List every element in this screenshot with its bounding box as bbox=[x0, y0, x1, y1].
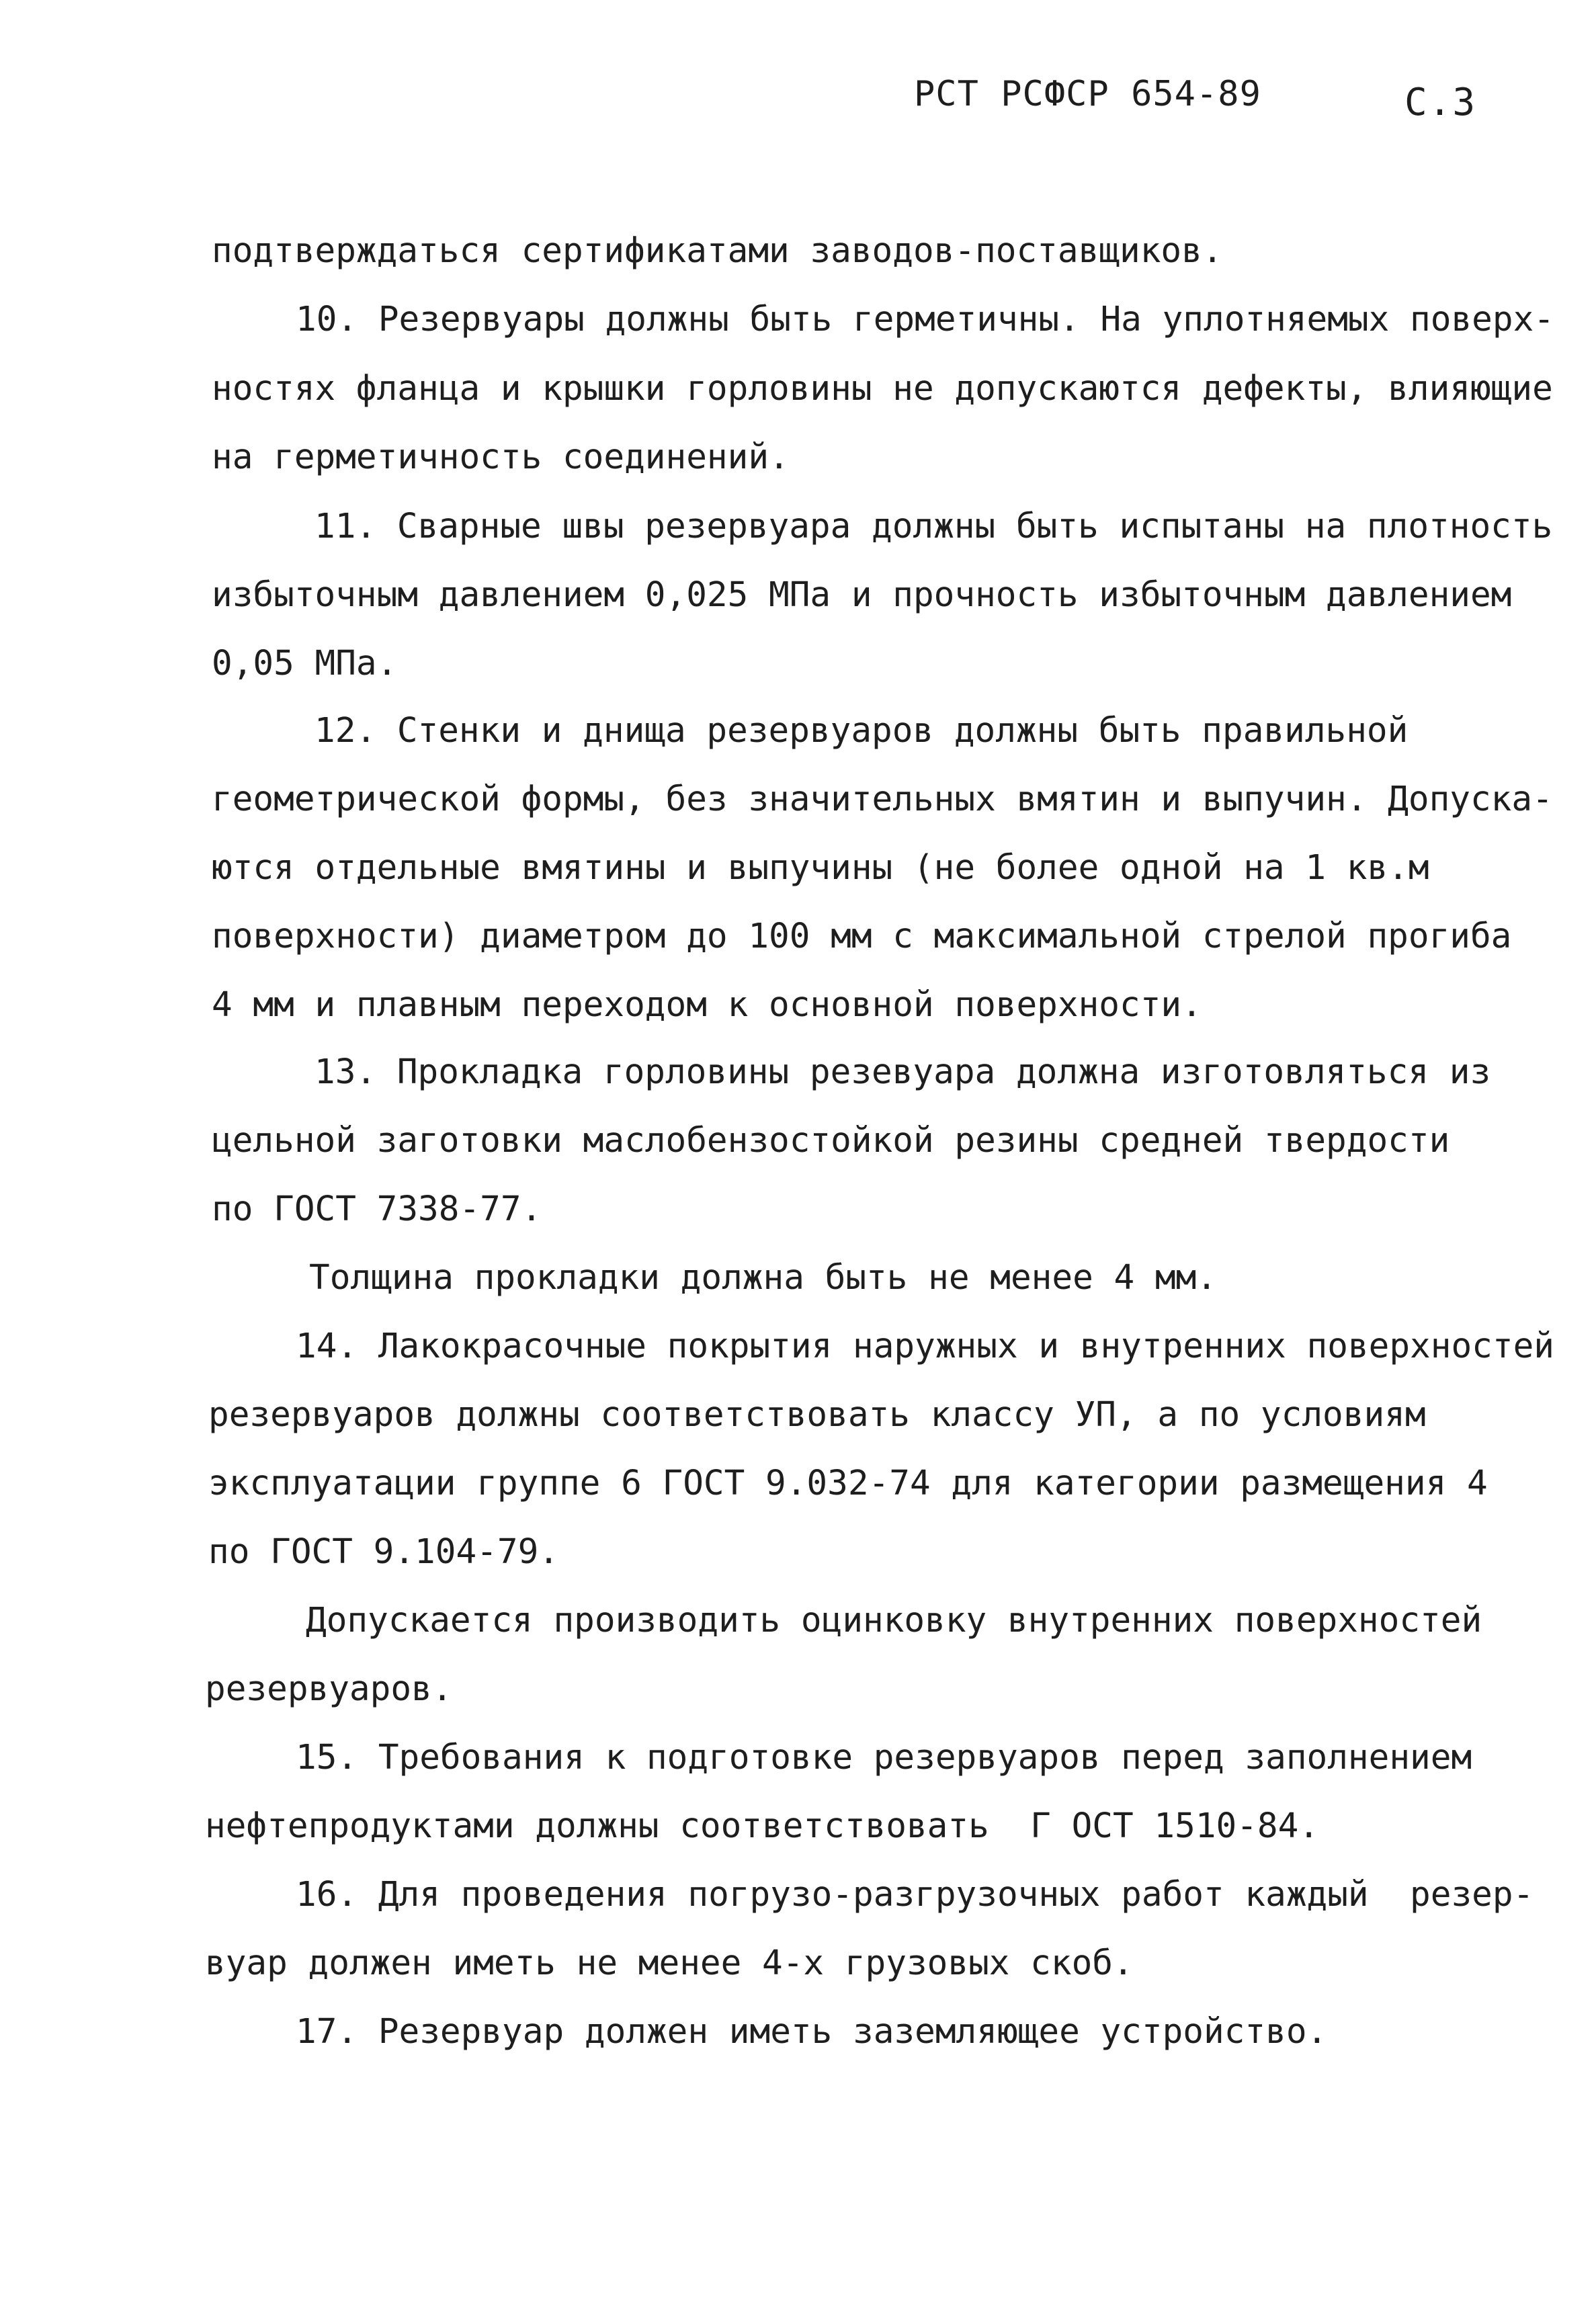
text-line: цельной заготовки маслобензостойкой резины средней твердости bbox=[212, 1121, 1450, 1161]
text-line: 0,05 МПа. bbox=[212, 644, 398, 683]
standard-number: РСТ РСФСР 654-89 bbox=[914, 74, 1261, 114]
text-line: ются отдельные вмятины и выпучины (не более одной на 1 кв.м bbox=[212, 848, 1429, 888]
text-line: резервуаров должны соответствовать классу УП, а по условиям bbox=[208, 1395, 1426, 1435]
clause-16-line: 16. Для проведения погрузо-разгрузочных работ каждый резер- bbox=[296, 1875, 1534, 1915]
text-line: ностях фланца и крышки горловины не допускаются дефекты, влияющие bbox=[212, 369, 1553, 409]
text-line: 4 мм и плавным переходом к основной поверхности. bbox=[212, 985, 1202, 1025]
text-line: избыточным давлением 0,025 МПа и прочность избыточным давлением bbox=[212, 575, 1512, 615]
clause-11-line: 11. Сварные швы резервуара должны быть испытаны на плотность bbox=[314, 507, 1553, 546]
text-line: резервуаров. bbox=[205, 1669, 453, 1709]
clause-10-line: 10. Резервуары должны быть герметичны. На уплотняемых поверх- bbox=[296, 300, 1554, 339]
text-line: нефтепродуктами должны соответствовать Г ОСТ 1510-84. bbox=[205, 1806, 1320, 1846]
text-line: Толщина прокладки должна быть не менее 4 мм. bbox=[309, 1258, 1218, 1298]
text-line: поверхности) диаметром до 100 мм с максимальной стрелой прогиба bbox=[212, 917, 1512, 956]
page-number: С.3 bbox=[1404, 81, 1477, 124]
text-line: Допускается производить оцинковку внутренних поверхностей bbox=[306, 1601, 1482, 1640]
text-line: геометрической формы, без значительных вмятин и выпучин. Допуска- bbox=[212, 780, 1553, 819]
text-line: вуар должен иметь не менее 4-х грузовых скоб. bbox=[205, 1943, 1134, 1983]
clause-17-line: 17. Резервуар должен иметь заземляющее устройство. bbox=[296, 2012, 1328, 2052]
text-line: по ГОСТ 9.104-79. bbox=[208, 1532, 559, 1572]
clause-12-line: 12. Стенки и днища резервуаров должны быть правильной bbox=[314, 711, 1409, 751]
clause-14-line: 14. Лакокрасочные покрытия наружных и внутренних поверхностей bbox=[296, 1327, 1554, 1366]
clause-15-line: 15. Требования к подготовке резервуаров перед заполнением bbox=[296, 1738, 1472, 1777]
clause-13-line: 13. Прокладка горловины резевуара должна изготовляться из bbox=[314, 1052, 1491, 1092]
text-line: по ГОСТ 7338-77. bbox=[212, 1189, 542, 1229]
text-line: эксплуатации группе 6 ГОСТ 9.032-74 для категории размещения 4 bbox=[208, 1464, 1488, 1503]
text-line: на герметичность соединений. bbox=[212, 437, 790, 477]
text-line: подтверждаться сертификатами заводов-поставщиков. bbox=[212, 231, 1223, 271]
